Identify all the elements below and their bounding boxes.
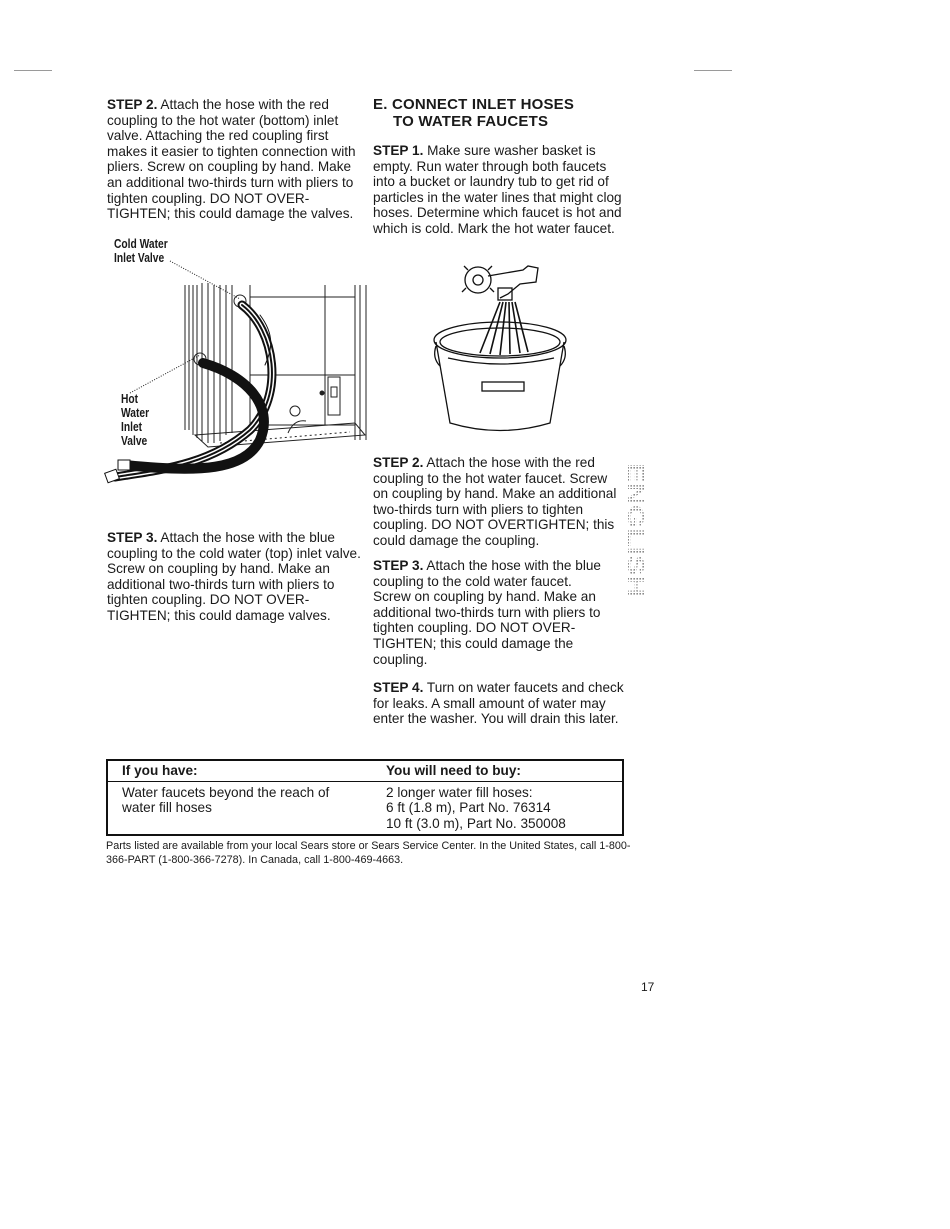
right-step4-paragraph xyxy=(373,680,629,727)
right-step1-label: STEP 1. xyxy=(373,143,424,158)
section-heading xyxy=(373,96,633,130)
right-step3-text: Attach the hose with the blue coupling to the cold water faucet. Screw on coupling by hand. Make an additional two-thirds turn with pliers to tighten coupling. DO NOT OVER-TIGHTEN; this could damage the coupling. xyxy=(373,558,601,667)
table-header-have: If you have: xyxy=(107,760,372,781)
right-step2-text: Attach the hose with the red coupling to the hot water faucet. Screw on coupling by hand. Make an additional two-thirds turn with pliers to tighten coupling. DO NOT OVERTIGHTEN; this could damage the coupling. xyxy=(373,455,617,548)
section-heading-line2: TO WATER FAUCETS xyxy=(393,113,549,130)
table-cell-have: Water faucets beyond the reach of water fill hoses xyxy=(122,784,330,816)
table-header-row xyxy=(107,760,623,781)
parts-footnote: Parts listed are available from your local Sears store or Sears Service Center. In the United States, call 1-800-366-PART (1-800-366-7278). In Canada, call 1-800-469-4663. xyxy=(106,840,631,866)
hot-water-label: Hot Water Inlet Valve xyxy=(121,392,150,448)
left-step3-text: Attach the hose with the blue coupling to the cold water (top) inlet valve. Screw on coupling by hand. Make an additional two-thirds turn with pliers to tighten coupling. DO NOT OVER-TIGHTEN; this could damage valves. xyxy=(107,530,361,623)
page-number: 17 xyxy=(641,980,655,994)
right-step4-text: Turn on water faucets and check for leaks. A small amount of water may enter the washer. You will drain this later. xyxy=(373,680,624,727)
right-step1-text: Make sure washer basket is empty. Run water through both faucets into a bucket or laundry tub to get rid of particles in the water lines that might clog hoses. Determine which faucet is hot and which is cold. Mark the hot water faucet. xyxy=(373,143,622,236)
side-tab-english xyxy=(622,459,650,595)
table-row xyxy=(107,781,623,835)
left-step3-paragraph xyxy=(107,530,363,624)
parts-table xyxy=(106,759,624,836)
header-rule-right xyxy=(694,70,732,71)
right-step3-paragraph xyxy=(373,558,613,667)
side-tab-label: ENGLISH xyxy=(623,463,649,566)
right-step4-label: STEP 4. xyxy=(373,680,424,695)
left-step2-text: Attach the hose with the red coupling to the hot water (bottom) inlet valve. Attaching the red coupling first makes it easier to tighten connection with pliers. Screw on coupling by hand. Make an additional two-thirds turn with pliers to tighten coupling. DO NOT OVER-TIGHTEN; this could damage the valves. xyxy=(107,97,356,222)
washer-inlet-illustration xyxy=(100,255,375,505)
header-rule-left xyxy=(14,70,52,71)
right-step2-paragraph xyxy=(373,455,625,549)
left-step2-label: STEP 2. xyxy=(107,97,158,112)
faucet-bucket-illustration xyxy=(428,258,578,440)
right-step2-label: STEP 2. xyxy=(373,455,424,470)
section-heading-line1: E. CONNECT INLET HOSES xyxy=(373,96,575,113)
left-step3-label: STEP 3. xyxy=(107,530,158,545)
right-step1-paragraph xyxy=(373,143,625,237)
left-step2-paragraph xyxy=(107,97,363,222)
table-header-buy: You will need to buy: xyxy=(372,760,623,781)
right-step3-label: STEP 3. xyxy=(373,558,424,573)
cold-water-label: Cold Water Inlet Valve xyxy=(114,237,168,265)
table-cell-buy: 2 longer water fill hoses: 6 ft (1.8 m), Part No. 76314 10 ft (3.0 m), Part No. 350008 xyxy=(386,784,566,831)
